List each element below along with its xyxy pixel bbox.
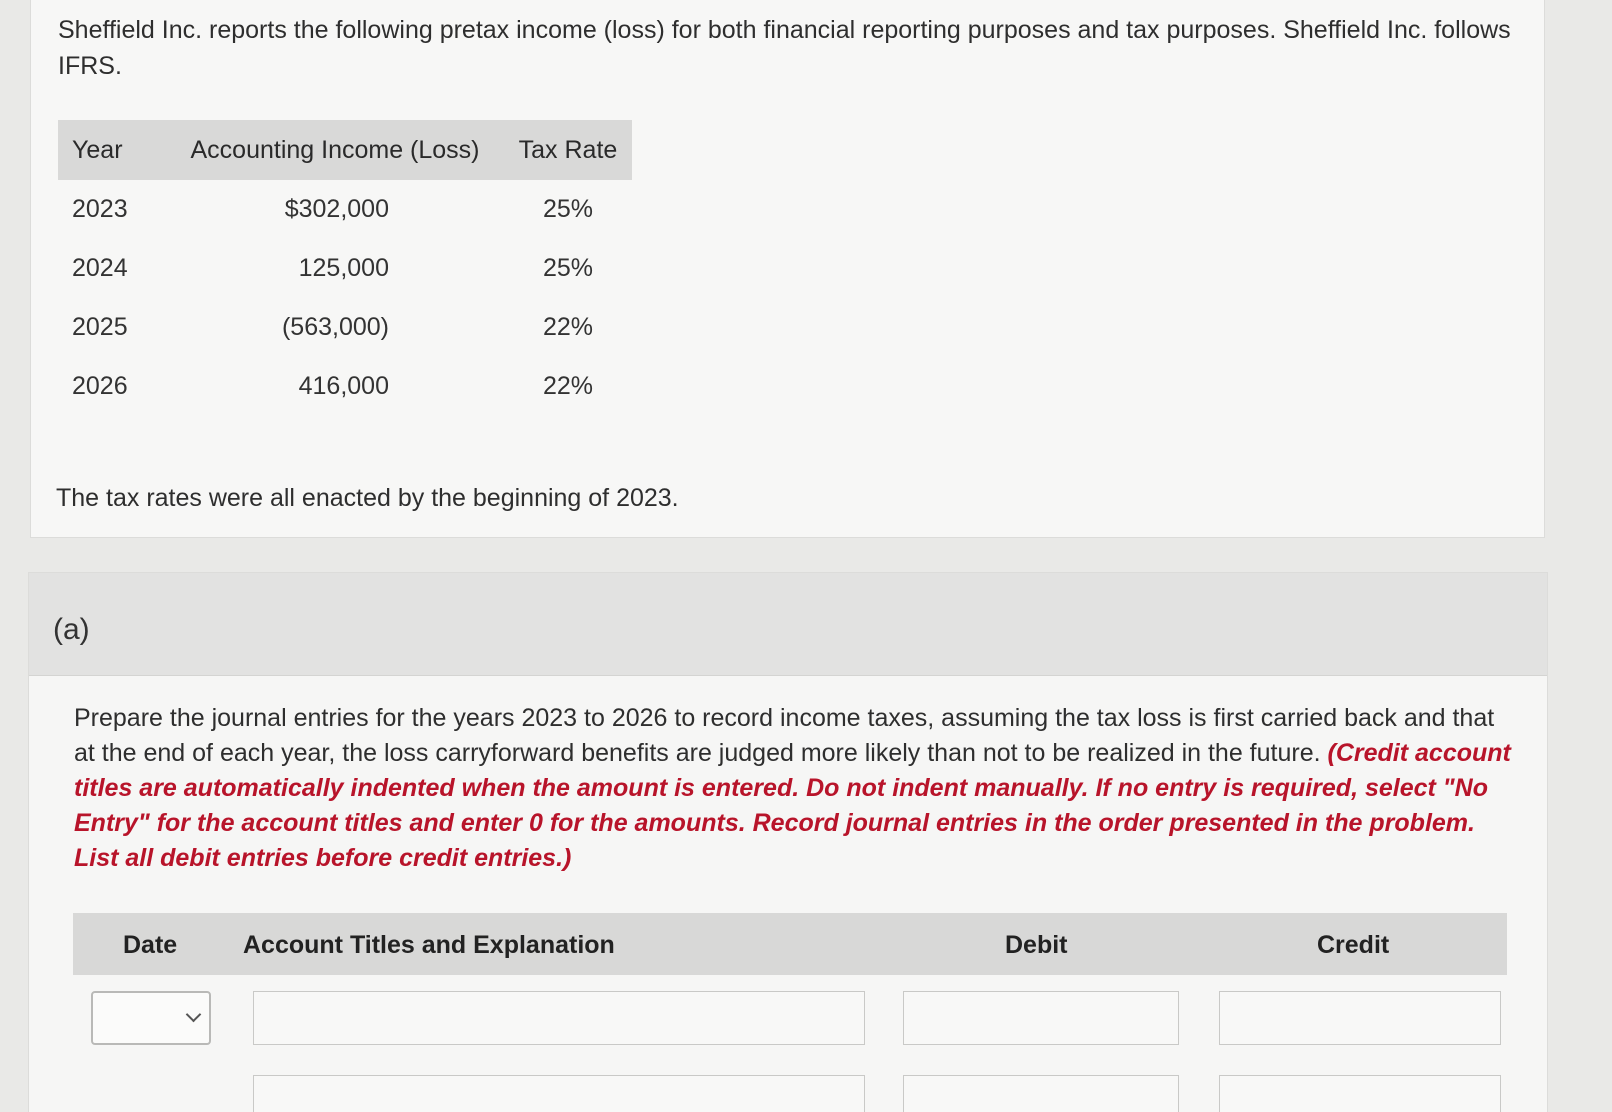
journal-header-credit: Credit <box>1317 931 1390 959</box>
debit-input[interactable] <box>903 1075 1179 1112</box>
year-cell: 2024 <box>72 254 128 282</box>
table-row <box>58 298 632 357</box>
journal-header-debit: Debit <box>1005 931 1068 959</box>
rate-cell: 22% <box>542 313 594 341</box>
journal-header-account: Account Titles and Explanation <box>243 931 615 959</box>
table-row <box>58 239 632 298</box>
instruction-text: Prepare the journal entries for the years 2023 to 2026 to record income taxes, assuming the tax loss is first carried back and that at the end of each year, the loss carryforward benefits are judged more likely than not to be realized in the future. <box>74 704 1495 767</box>
date-select[interactable] <box>91 991 211 1045</box>
rate-cell: 22% <box>542 372 594 400</box>
income-cell: 416,000 <box>298 372 389 400</box>
header-tax-rate: Tax Rate <box>504 120 632 180</box>
rate-cell: 25% <box>542 254 594 282</box>
header-year: Year <box>58 120 166 180</box>
rate-cell: 25% <box>542 195 594 223</box>
income-cell: 125,000 <box>298 254 389 282</box>
problem-intro: Sheffield Inc. reports the following pretax income (loss) for both financial reporting purposes and tax purposes. Sheffield Inc. follows IFRS. <box>58 16 1511 80</box>
account-title-input[interactable] <box>253 991 865 1045</box>
part-a-label: (a) <box>53 613 90 646</box>
tax-rate-footnote: The tax rates were all enacted by the beginning of 2023. <box>56 484 679 512</box>
part-a-header <box>29 573 1547 676</box>
year-cell: 2026 <box>72 372 128 400</box>
table-row <box>58 357 632 416</box>
part-a-card <box>28 572 1548 1112</box>
credit-input[interactable] <box>1219 991 1501 1045</box>
income-table <box>58 120 632 416</box>
year-cell: 2025 <box>72 313 128 341</box>
problem-card <box>30 0 1545 538</box>
header-accounting-income: Accounting Income (Loss) <box>166 120 504 180</box>
part-a-instructions <box>74 701 1514 876</box>
table-row <box>58 180 632 239</box>
account-title-input[interactable] <box>253 1075 865 1112</box>
year-cell: 2023 <box>72 195 128 223</box>
income-cell: $302,000 <box>284 195 389 223</box>
table-header-row <box>58 120 632 180</box>
income-cell: (563,000) <box>281 313 389 341</box>
instruction-note: (Credit account titles are automatically indented when the amount is entered. Do not indent manually. If no entry is required, select "No Entry" for the account titles and enter 0 for the amounts. Record journal entries in the order presented in the problem. List all debit entries before credit entries.) <box>74 739 1511 872</box>
journal-header-date: Date <box>123 931 178 959</box>
debit-input[interactable] <box>903 991 1179 1045</box>
journal-header-row <box>73 913 1507 975</box>
chevron-down-icon <box>186 1007 202 1023</box>
credit-input[interactable] <box>1219 1075 1501 1112</box>
